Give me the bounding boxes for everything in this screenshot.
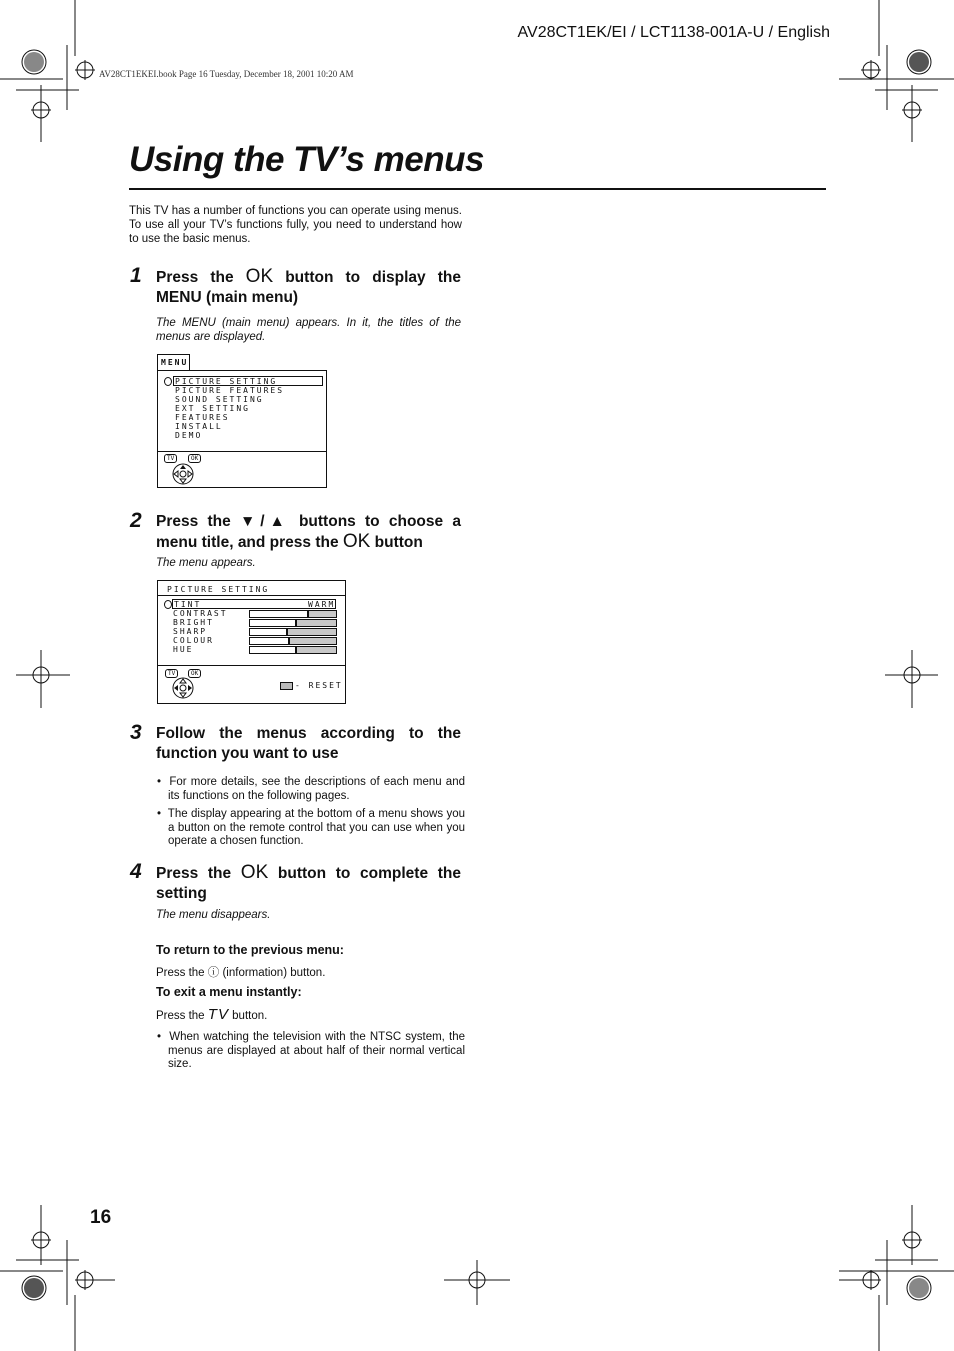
step-1-number: 1 xyxy=(130,264,142,287)
step-4-heading: Press the OK button to complete the setting xyxy=(156,862,461,902)
slider-knob[interactable] xyxy=(295,619,297,627)
exit-menu-text: Press the TV button. xyxy=(156,1006,268,1023)
ok-button-symbol: OK xyxy=(240,862,269,883)
title-rule xyxy=(129,188,826,190)
slider-label: HUE xyxy=(173,645,194,654)
menu-item: PICTURE FEATURES xyxy=(175,386,285,395)
menu-item: INSTALL xyxy=(175,422,223,431)
tv-key-badge: TV xyxy=(165,669,178,678)
slider-knob[interactable] xyxy=(295,646,297,654)
step-4-description: The menu disappears. xyxy=(156,909,271,921)
step-2-heading: Press the ▼/▲ buttons to choose a menu title, and press the OK button xyxy=(156,513,461,552)
ok-button-symbol: OK xyxy=(245,266,274,287)
slider-fill xyxy=(290,638,336,644)
picture-setting-screen xyxy=(157,580,346,704)
tv-key-badge: TV xyxy=(164,454,177,463)
return-menu-heading: To return to the previous menu: xyxy=(156,943,344,957)
slider-fill xyxy=(297,647,336,653)
navigation-pad-icon xyxy=(171,462,195,486)
slider-label: COLOUR xyxy=(173,636,214,645)
book-file-line: AV28CT1EKEI.book Page 16 Tuesday, December 18, 2001 10:20 AM xyxy=(99,69,354,79)
return-menu-text: Press the ⓘ (information) button. xyxy=(156,967,326,979)
slider-track[interactable] xyxy=(249,619,337,627)
intro-paragraph: This TV has a number of functions you can operate using menus. To use all your TV’s functions fully, you need to understand how to use the basic menus. xyxy=(129,205,462,245)
menu-item: SOUND SETTING xyxy=(175,395,264,404)
slider-knob[interactable] xyxy=(307,610,309,618)
ok-key-badge: OK xyxy=(188,454,201,463)
menu-item: DEMO xyxy=(175,431,203,440)
slider-track[interactable] xyxy=(249,610,337,618)
menu-tab: MENU xyxy=(157,354,190,370)
step-1-description: The MENU (main menu) appears. In it, the titles of the menus are displayed. xyxy=(156,317,461,343)
slider-row[interactable] xyxy=(173,645,343,654)
menu-item: FEATURES xyxy=(175,413,230,422)
slider-label: CONTRAST xyxy=(173,609,228,618)
slider-track[interactable] xyxy=(249,646,337,654)
menu-item-list xyxy=(175,377,284,440)
slider-knob[interactable] xyxy=(286,628,288,636)
tint-value: WARM xyxy=(308,600,336,609)
step-1-heading: Press the OK button to display the MENU (main menu) xyxy=(156,266,461,306)
page-number: 16 xyxy=(90,1207,112,1228)
step-3-heading: Follow the menus according to the function you want to use xyxy=(156,725,461,762)
menu-item: PICTURE SETTING xyxy=(175,377,278,386)
slider-row[interactable] xyxy=(173,618,343,627)
slider-fill xyxy=(288,629,336,635)
menu-item: EXT SETTING xyxy=(175,404,250,413)
slider-track[interactable] xyxy=(249,637,337,645)
step-2-description: The menu appears. xyxy=(156,557,256,569)
slider-fill xyxy=(297,620,336,626)
menu-screen xyxy=(156,354,328,489)
reset-label: - RESET xyxy=(295,681,343,690)
step-3-bullet-2: • The display appearing at the bottom of a menu shows you a button on the remote control that you can use when you operate a chosen function. xyxy=(157,808,465,847)
tv-button-symbol: TV xyxy=(207,1006,229,1023)
slider-row[interactable] xyxy=(173,609,343,618)
slider-fill xyxy=(309,611,336,617)
ok-key-badge: OK xyxy=(188,669,201,678)
navigation-pad-icon xyxy=(171,676,195,700)
step-3-bullet-1: • For more details, see the descriptions of each menu and its functions on the following pages. xyxy=(157,776,465,802)
step-3-number: 3 xyxy=(130,721,142,744)
reset-color-key xyxy=(280,682,293,690)
document-code: AV28CT1EK/EI / LCT1138-001A-U / English xyxy=(517,24,830,41)
slider-track[interactable] xyxy=(249,628,337,636)
exit-menu-heading: To exit a menu instantly: xyxy=(156,985,302,999)
slider-row[interactable] xyxy=(173,627,343,636)
slider-label: BRIGHT xyxy=(173,618,214,627)
slider-row[interactable] xyxy=(173,636,343,645)
step-2-number: 2 xyxy=(130,509,142,532)
slider-knob[interactable] xyxy=(288,637,290,645)
ok-button-symbol: OK xyxy=(342,531,371,552)
step-4-number: 4 xyxy=(130,860,142,883)
info-icon: ⓘ xyxy=(207,967,220,979)
slider-label: SHARP xyxy=(173,627,208,636)
ntsc-note: • When watching the television with the NTSC system, the menus are displayed at about half of their normal vertical size. xyxy=(157,1031,465,1070)
picture-setting-title: PICTURE SETTING xyxy=(167,585,270,594)
tint-label: TINT xyxy=(174,600,202,609)
page-title: Using the TV’s menus xyxy=(129,140,484,179)
